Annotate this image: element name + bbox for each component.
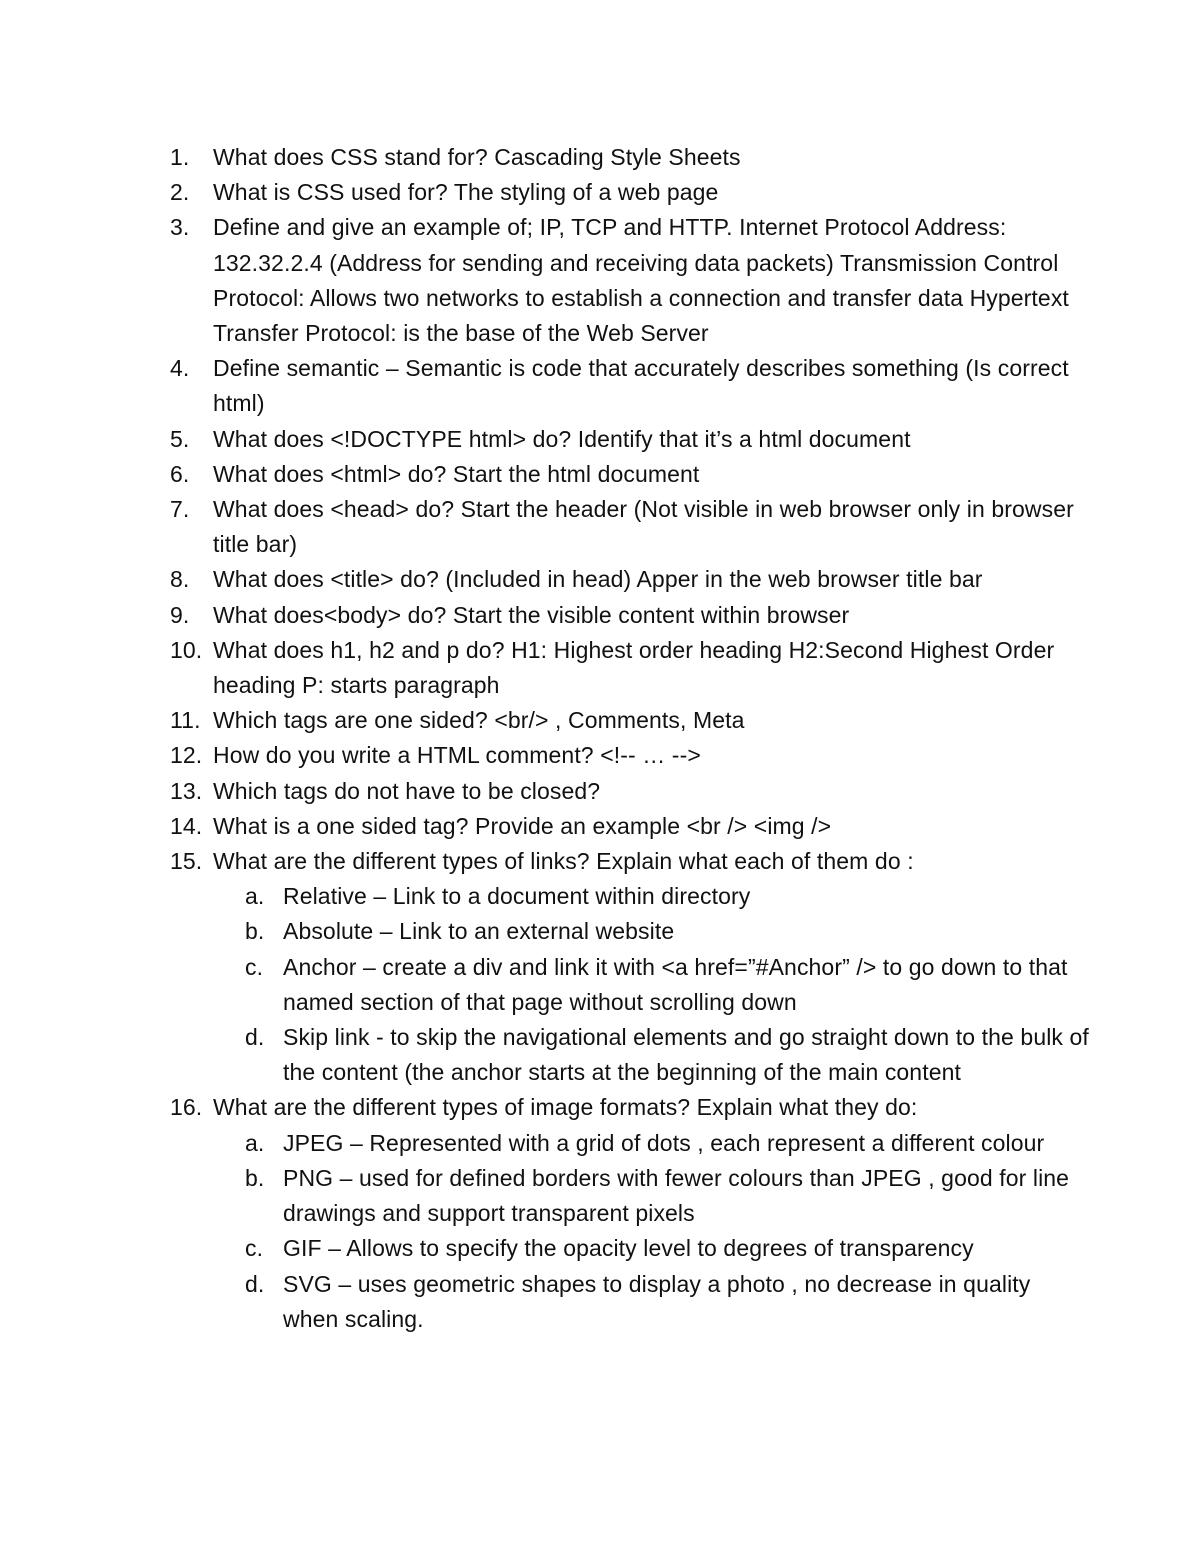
item-number: 14. bbox=[170, 812, 203, 839]
list-item bbox=[170, 492, 1090, 562]
sub-item-text: SVG – uses geometric shapes to display a photo , no decrease in quality when scaling. bbox=[283, 1270, 1031, 1332]
item-number: 8. bbox=[170, 566, 190, 593]
sub-item-letter: c. bbox=[245, 1235, 264, 1262]
item-number: 11. bbox=[170, 707, 201, 734]
sub-list-item bbox=[213, 950, 1090, 1020]
item-text: What does <!DOCTYPE html> do? Identify that it’s a html document bbox=[213, 425, 911, 452]
list-item bbox=[170, 351, 1090, 421]
list-item bbox=[170, 175, 1090, 210]
list-item bbox=[170, 562, 1090, 597]
sub-item-text: Anchor – create a div and link it with <a href=”#Anchor” /> to go down to that named section of that page without scrolling down bbox=[283, 953, 1068, 1015]
list-item bbox=[170, 844, 1090, 1090]
item-number: 15. bbox=[170, 848, 203, 875]
sub-item-letter: d. bbox=[245, 1024, 265, 1051]
list-item bbox=[170, 1090, 1090, 1336]
item-number: 5. bbox=[170, 425, 190, 452]
sub-item-letter: a. bbox=[245, 1129, 265, 1156]
sub-item-letter: c. bbox=[245, 953, 264, 980]
list-item bbox=[170, 809, 1090, 844]
item-number: 7. bbox=[170, 496, 190, 523]
item-text: What does CSS stand for? Cascading Style Sheets bbox=[213, 144, 741, 170]
list-item bbox=[170, 774, 1090, 809]
item-number: 1. bbox=[170, 144, 190, 170]
item-text: What are the different types of image formats? Explain what they do: bbox=[213, 1094, 918, 1121]
sub-item-letter: b. bbox=[245, 918, 265, 945]
sub-item-letter: d. bbox=[245, 1270, 265, 1297]
item-text: What is a one sided tag? Provide an example <br /> <img /> bbox=[213, 812, 832, 839]
item-text: Define and give an example of; IP, TCP and HTTP. Internet Protocol Address: 132.32.2.4 (Address for sending and receiving data packets) Transmission Control Protocol: Allows two networks to establish a connection and transfer data Hypertext Transfer Protocol: is the base of the Web Server bbox=[213, 214, 1069, 347]
image-formats-sublist bbox=[213, 1126, 1090, 1337]
item-number: 3. bbox=[170, 214, 190, 241]
item-text: What are the different types of links? Explain what each of them do : bbox=[213, 848, 914, 875]
list-item bbox=[170, 140, 1090, 175]
sub-item-text: Skip link - to skip the navigational elements and go straight down to the bulk of the content (the anchor starts at the beginning of the main content bbox=[283, 1024, 1089, 1086]
item-number: 6. bbox=[170, 460, 190, 487]
sub-list-item bbox=[213, 1267, 1090, 1337]
question-list bbox=[170, 140, 1090, 1337]
item-number: 10. bbox=[170, 636, 203, 663]
sub-list-item bbox=[213, 914, 1090, 949]
sub-list-item bbox=[213, 879, 1090, 914]
sub-item-text: Relative – Link to a document within directory bbox=[283, 883, 751, 910]
list-item bbox=[170, 703, 1090, 738]
sub-list-item bbox=[213, 1161, 1090, 1231]
item-text: Which tags do not have to be closed? bbox=[213, 777, 601, 804]
item-text: What does <html> do? Start the html document bbox=[213, 460, 700, 487]
list-item bbox=[170, 598, 1090, 633]
item-number: 12. bbox=[170, 742, 203, 769]
sub-item-letter: b. bbox=[245, 1164, 265, 1191]
item-text: What does<body> do? Start the visible content within browser bbox=[213, 601, 850, 628]
item-number: 13. bbox=[170, 777, 203, 804]
list-item bbox=[170, 633, 1090, 703]
item-text: Which tags are one sided? <br/> , Comments, Meta bbox=[213, 707, 745, 734]
item-text: Define semantic – Semantic is code that accurately describes something (Is correct html) bbox=[213, 355, 1069, 417]
sub-item-text: JPEG – Represented with a grid of dots , each represent a different colour bbox=[283, 1129, 1045, 1156]
sub-list-item bbox=[213, 1126, 1090, 1161]
item-number: 9. bbox=[170, 601, 190, 628]
item-number: 2. bbox=[170, 179, 190, 206]
links-sublist bbox=[213, 879, 1090, 1090]
sub-item-text: PNG – used for defined borders with fewer colours than JPEG , good for line drawings and support transparent pixels bbox=[283, 1164, 1070, 1227]
sub-item-text: Absolute – Link to an external website bbox=[283, 918, 675, 945]
sub-item-text: GIF – Allows to specify the opacity level to degrees of transparency bbox=[283, 1235, 974, 1262]
list-item bbox=[170, 457, 1090, 492]
item-text: What is CSS used for? The styling of a web page bbox=[213, 179, 719, 206]
item-text: What does <head> do? Start the header (Not visible in web browser only in browser title bar) bbox=[213, 496, 1074, 558]
item-text: What does h1, h2 and p do? H1: Highest order heading H2:Second Highest Order heading P: starts paragraph bbox=[213, 636, 1055, 699]
item-number: 4. bbox=[170, 355, 190, 382]
list-item bbox=[170, 422, 1090, 457]
item-text: How do you write a HTML comment? <!-- … --> bbox=[213, 742, 701, 769]
list-item bbox=[170, 210, 1090, 351]
list-item bbox=[170, 738, 1090, 773]
sub-list-item bbox=[213, 1020, 1090, 1090]
item-number: 16. bbox=[170, 1094, 203, 1121]
item-text: What does <title> do? (Included in head) Apper in the web browser title bar bbox=[213, 566, 983, 593]
sub-list-item bbox=[213, 1231, 1090, 1266]
sub-item-letter: a. bbox=[245, 883, 265, 910]
